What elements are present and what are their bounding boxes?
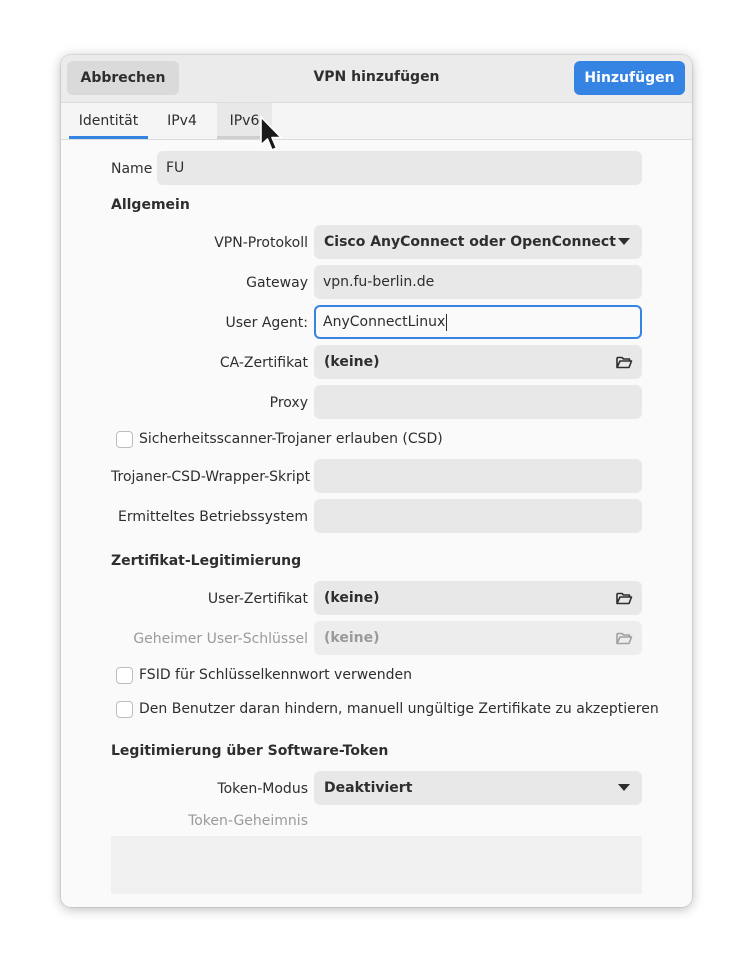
fsid-checkbox-row[interactable]: [116, 665, 412, 685]
user-agent-value: AnyConnectLinux: [323, 314, 446, 330]
fsid-checkbox[interactable]: [116, 667, 133, 684]
os-label: Ermitteltes Betriebssystem: [118, 509, 308, 525]
protocol-dropdown[interactable]: [314, 225, 642, 259]
protocol-value: Cisco AnyConnect oder OpenConnect: [324, 234, 616, 250]
ca-cert-value: (keine): [324, 354, 380, 370]
invalid-cert-checkbox-label: Den Benutzer daran hindern, manuell ungültige Zertifikate zu akzeptieren: [139, 701, 659, 717]
invalid-cert-checkbox[interactable]: [116, 701, 133, 718]
dialog-header: [61, 55, 692, 102]
private-key-value: (keine): [324, 630, 380, 646]
ca-cert-chooser[interactable]: [314, 345, 642, 379]
tab-ipv4[interactable]: IPv4: [167, 113, 197, 129]
text-caret: [446, 314, 447, 331]
proxy-input[interactable]: [314, 385, 642, 419]
token-mode-value: Deaktiviert: [324, 780, 413, 796]
protocol-label: VPN-Protokoll: [214, 235, 308, 251]
proxy-label: Proxy: [269, 395, 308, 411]
dialog-title: VPN hinzufügen: [313, 69, 440, 85]
csd-wrapper-label: Trojaner-CSD-Wrapper-Skript: [111, 469, 311, 485]
identity-panel: [61, 139, 692, 907]
cert-auth-heading: Zertifikat-Legitimierung: [111, 553, 302, 569]
ca-cert-label: CA-Zertifikat: [219, 355, 308, 371]
fsid-checkbox-label: FSID für Schlüsselkennwort verwenden: [139, 667, 413, 683]
private-key-chooser: [314, 621, 642, 655]
csd-checkbox-row[interactable]: [116, 429, 443, 449]
mouse-pointer-icon: [259, 115, 287, 159]
os-input[interactable]: [314, 499, 642, 533]
folder-open-icon: [615, 629, 633, 647]
chevron-down-icon: [618, 238, 630, 245]
gateway-label: Gateway: [246, 275, 308, 291]
token-mode-dropdown[interactable]: [314, 771, 642, 805]
user-cert-label: User-Zertifikat: [207, 591, 308, 607]
csd-checkbox[interactable]: [116, 431, 133, 448]
folder-open-icon: [615, 353, 633, 371]
name-input[interactable]: FU: [157, 151, 642, 185]
user-cert-value: (keine): [324, 590, 380, 606]
chevron-down-icon: [618, 784, 630, 791]
cancel-button[interactable]: Abbrechen: [67, 61, 179, 95]
tab-ipv6[interactable]: IPv6: [217, 103, 272, 139]
name-label: Name: [111, 161, 153, 177]
token-secret-textarea: [111, 836, 642, 894]
token-mode-label: Token-Modus: [217, 781, 308, 797]
vpn-dialog: [61, 55, 692, 907]
general-heading: Allgemein: [111, 197, 190, 213]
csd-checkbox-label: Sicherheitsscanner-Trojaner erlauben (CSD): [139, 431, 443, 447]
user-agent-label: User Agent:: [225, 315, 308, 331]
add-button[interactable]: Hinzufügen: [574, 61, 685, 95]
folder-open-icon: [615, 589, 633, 607]
user-cert-chooser[interactable]: [314, 581, 642, 615]
invalid-cert-checkbox-row[interactable]: [116, 699, 659, 719]
gateway-input[interactable]: vpn.fu-berlin.de: [314, 265, 642, 299]
user-agent-input[interactable]: [314, 305, 642, 339]
token-auth-heading: Legitimierung über Software-Token: [111, 743, 389, 759]
private-key-label: Geheimer User-Schlüssel: [133, 631, 308, 647]
token-secret-label: Token-Geheimnis: [188, 813, 308, 829]
tab-bar: [61, 102, 692, 140]
tab-identity[interactable]: Identität: [69, 103, 148, 139]
csd-wrapper-input[interactable]: [314, 459, 642, 493]
